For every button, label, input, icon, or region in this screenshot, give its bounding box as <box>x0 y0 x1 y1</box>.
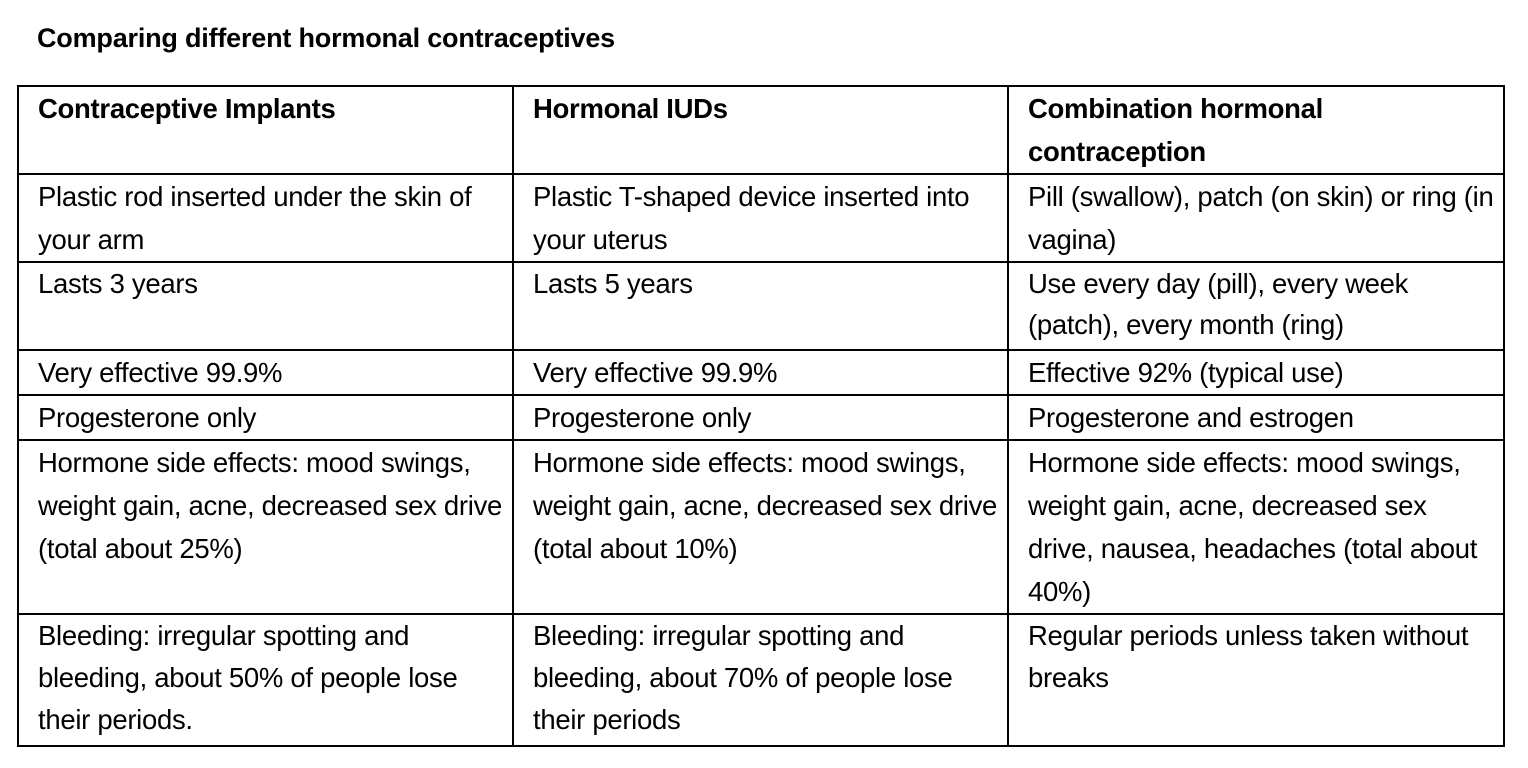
table-cell: Progesterone only <box>18 395 513 440</box>
table-cell: Regular periods unless taken without breaks <box>1008 614 1504 746</box>
table-header <box>18 86 1504 174</box>
page-title: Comparing different hormonal contraceptives <box>37 23 615 53</box>
table-cell: Plastic rod inserted under the skin of your arm <box>18 174 513 262</box>
table-cell: Very effective 99.9% <box>18 350 513 395</box>
table-cell: Hormone side effects: mood swings, weight gain, acne, decreased sex drive (total about 25%) <box>18 440 513 614</box>
table-cell: Pill (swallow), patch (on skin) or ring (in vagina) <box>1008 174 1504 262</box>
table-body <box>18 174 1504 746</box>
table-row-duration <box>18 262 1504 350</box>
header-combination-hormonal-contraception: Combination hormonal contraception <box>1008 86 1504 174</box>
table-row-side-effects <box>18 440 1504 614</box>
comparison-table <box>17 85 1505 747</box>
table-row-description <box>18 174 1504 262</box>
header-contraceptive-implants: Contraceptive Implants <box>18 86 513 174</box>
table-cell: Lasts 3 years <box>18 262 513 350</box>
table-row-effectiveness <box>18 350 1504 395</box>
table-cell: Hormone side effects: mood swings, weight gain, acne, decreased sex drive, nausea, headaches (total about 40%) <box>1008 440 1504 614</box>
table-cell: Plastic T-shaped device inserted into your uterus <box>513 174 1008 262</box>
table-cell: Bleeding: irregular spotting and bleeding, about 50% of people lose their periods. <box>18 614 513 746</box>
table-cell: Lasts 5 years <box>513 262 1008 350</box>
table-cell: Bleeding: irregular spotting and bleeding, about 70% of people lose their periods <box>513 614 1008 746</box>
table-cell: Progesterone and estrogen <box>1008 395 1504 440</box>
table-cell: Effective 92% (typical use) <box>1008 350 1504 395</box>
table-cell: Progesterone only <box>513 395 1008 440</box>
table-cell: Very effective 99.9% <box>513 350 1008 395</box>
table-cell: Use every day (pill), every week (patch), every month (ring) <box>1008 262 1504 350</box>
table-row-hormones <box>18 395 1504 440</box>
header-hormonal-iuds: Hormonal IUDs <box>513 86 1008 174</box>
table-row-bleeding <box>18 614 1504 746</box>
header-row <box>18 86 1504 174</box>
table-cell: Hormone side effects: mood swings, weight gain, acne, decreased sex drive (total about 10%) <box>513 440 1008 614</box>
